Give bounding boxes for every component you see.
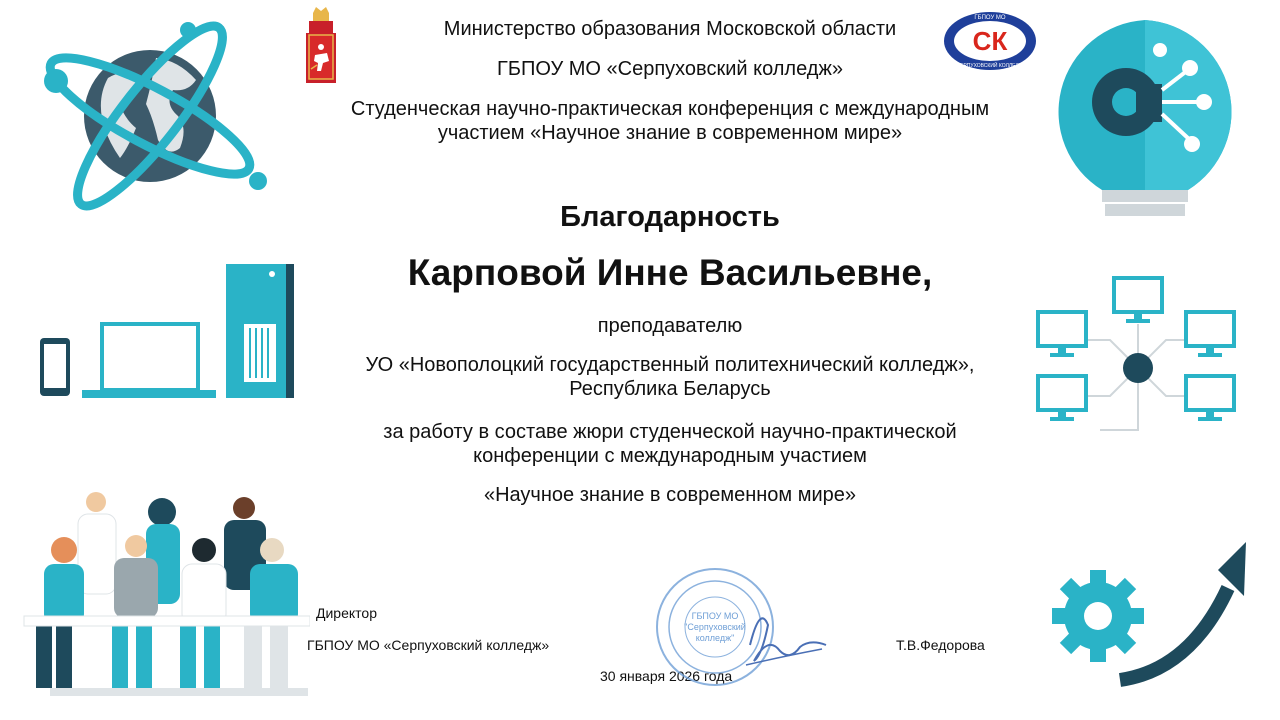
director-name: Т.В.Федорова <box>896 637 985 653</box>
coat-of-arms-icon <box>303 3 339 83</box>
recipient-name: Карповой Инне Васильевне, <box>407 252 933 293</box>
logo-text-bottom: СЕРПУХОВСКИЙ КОЛЛЕДЖ <box>956 63 1024 69</box>
stamp-line-1: ГБПОУ МО <box>691 611 739 621</box>
conference-line-1: Студенческая научно-практическая конференция с международным <box>350 98 990 120</box>
director-organization: ГБПОУ МО «Серпуховский колледж» <box>307 637 550 653</box>
certificate-title: Благодарность <box>560 201 780 233</box>
people-group-icon <box>14 488 310 702</box>
college-title: ГБПОУ МО «Серпуховский колледж» <box>497 58 843 80</box>
reason-line-2: конференции с международным участием <box>473 445 867 467</box>
network-icon <box>1030 270 1245 440</box>
logo-text-top: ГБПОУ МО <box>974 15 1006 21</box>
director-label: Директор <box>316 605 377 621</box>
stamp-seal-icon <box>650 565 830 695</box>
college-logo-icon <box>942 10 1038 72</box>
devices-icon <box>36 262 298 402</box>
gear-growth-icon <box>1050 540 1250 690</box>
ministry-title: Министерство образования Московской области <box>443 18 897 40</box>
stamp-line-3: колледж" <box>695 633 735 643</box>
logo-letters: СК <box>972 26 1008 56</box>
conference-name: «Научное знание в современном мире» <box>483 484 857 506</box>
conference-line-2: участием «Научное знание в современном мире» <box>437 122 903 144</box>
signing-date: 30 января 2026 года <box>600 668 733 684</box>
organization-line-1: УО «Новополоцкий государственный политехнический колледж», <box>365 354 975 376</box>
recipient-position: преподавателю <box>597 315 743 337</box>
reason-line-1: за работу в составе жюри студенческой научно-практической <box>383 421 957 443</box>
stamp-line-2: "Серпуховский <box>684 622 746 632</box>
globe-atom-icon <box>28 8 273 223</box>
lightbulb-gear-icon <box>1040 10 1250 225</box>
organization-line-2: Республика Беларусь <box>569 378 771 400</box>
